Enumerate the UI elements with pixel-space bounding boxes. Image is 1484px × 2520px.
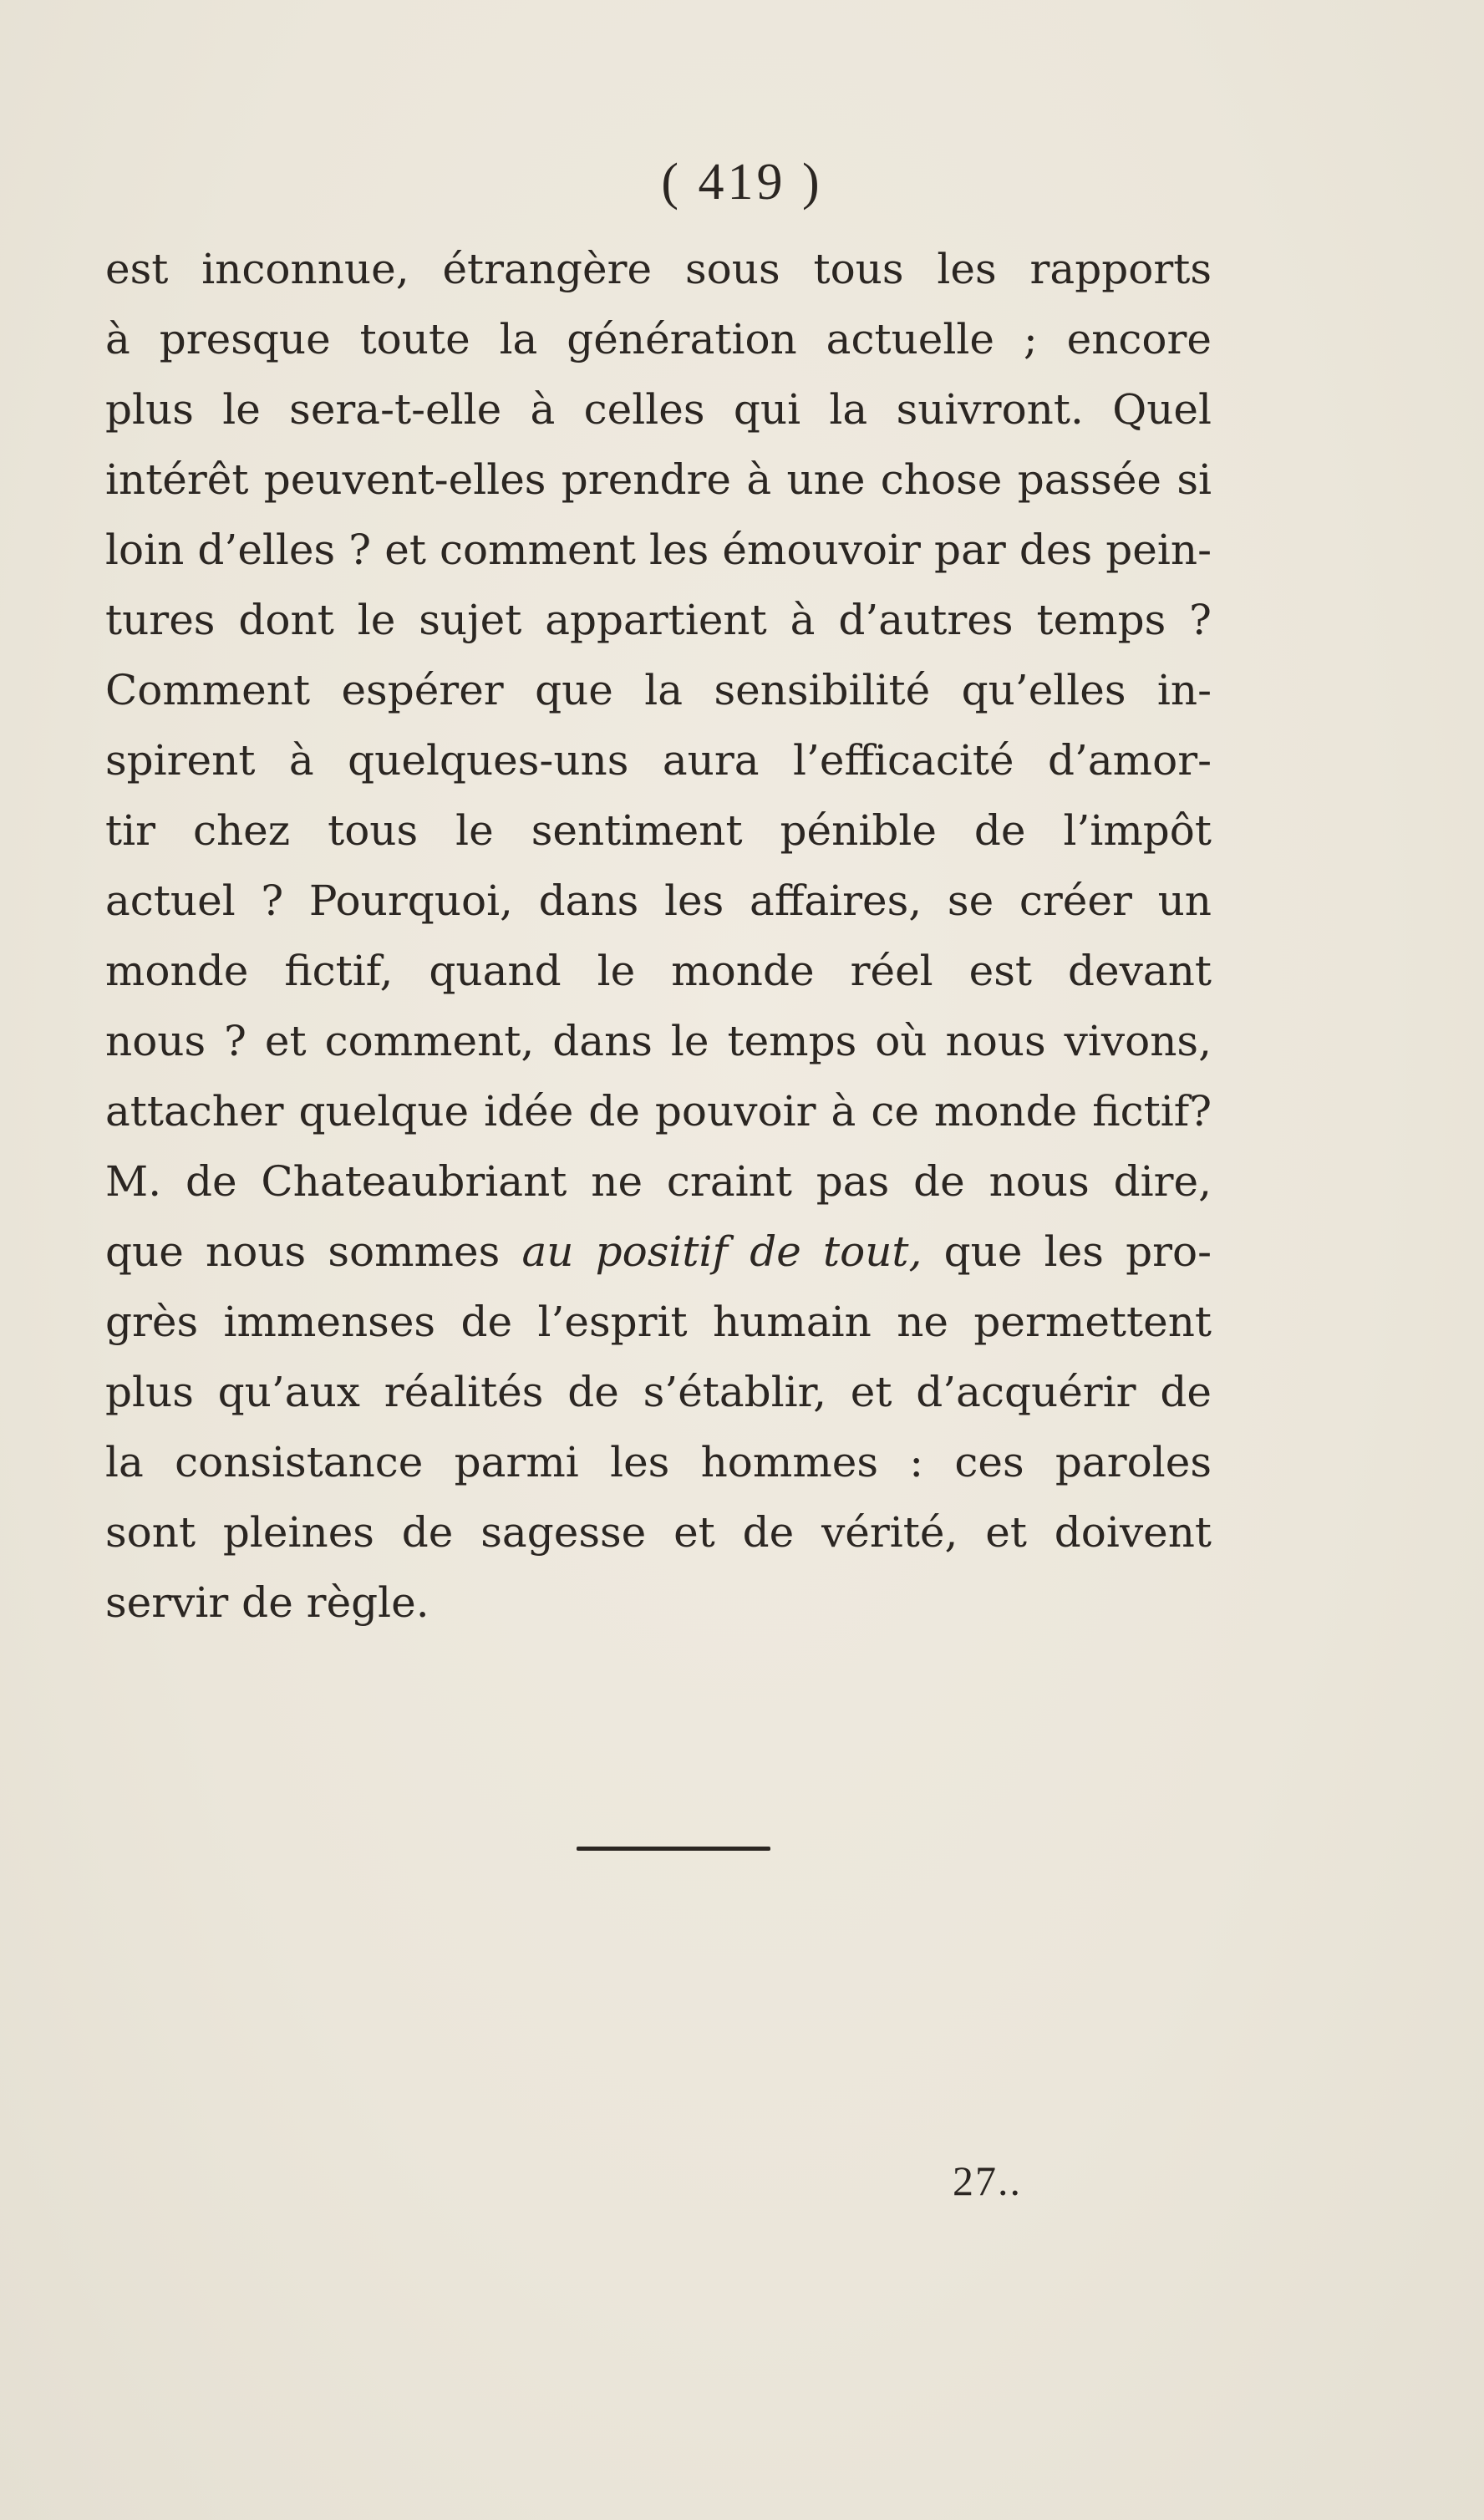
body-text [105, 234, 1212, 1638]
text-line: M. de Chateaubriant ne craint pas de nous dire, [105, 1157, 1212, 1206]
text-line: nous ? et comment, dans le temps où nous vivons, [105, 1017, 1212, 1065]
text-line: monde fictif, quand le monde réel est devant [105, 947, 1212, 995]
signature-mark: 27.. [953, 2157, 1022, 2204]
text-line-with-italic [105, 1217, 1212, 1287]
text-line: la consistance parmi les hommes : ces paroles [105, 1438, 1212, 1486]
text-segment: que les pro- [922, 1227, 1212, 1276]
text-line: est inconnue, étrangère sous tous les rapports [105, 245, 1212, 293]
text-line: attacher quelque idée de pouvoir à ce monde fictif? [105, 1087, 1212, 1136]
text-line: plus le sera-t-elle à celles qui la suivront. Quel [105, 385, 1212, 434]
page-number: ( 419 ) [661, 154, 823, 211]
text-segment: que nous sommes [105, 1227, 522, 1276]
text-line: tures dont le sujet appartient à d’autres temps ? [105, 596, 1212, 644]
text-line: spirent à quelques-uns aura l’efficacité d’amor- [105, 736, 1212, 785]
text-line: loin d’elles ? et comment les émouvoir par des pein- [105, 526, 1212, 574]
text-line: tir chez tous le sentiment pénible de l’impôt [105, 806, 1212, 855]
text-line: sont pleines de sagesse et de vérité, et doivent [105, 1508, 1212, 1557]
text-line: intérêt peuvent-elles prendre à une chose passée si [105, 455, 1212, 504]
italic-phrase: au positif de tout, [521, 1227, 922, 1276]
text-line: servir de règle. [105, 1578, 429, 1627]
text-line: grès immenses de l’esprit humain ne permettent [105, 1298, 1212, 1346]
text-line: à presque toute la génération actuelle ; encore [105, 315, 1212, 363]
text-line: actuel ? Pourquoi, dans les affaires, se créer un [105, 876, 1212, 925]
text-line: Comment espérer que la sensibilité qu’elles in- [105, 666, 1212, 714]
text-line: plus qu’aux réalités de s’établir, et d’acquérir de [105, 1368, 1212, 1416]
section-divider [577, 1847, 770, 1851]
